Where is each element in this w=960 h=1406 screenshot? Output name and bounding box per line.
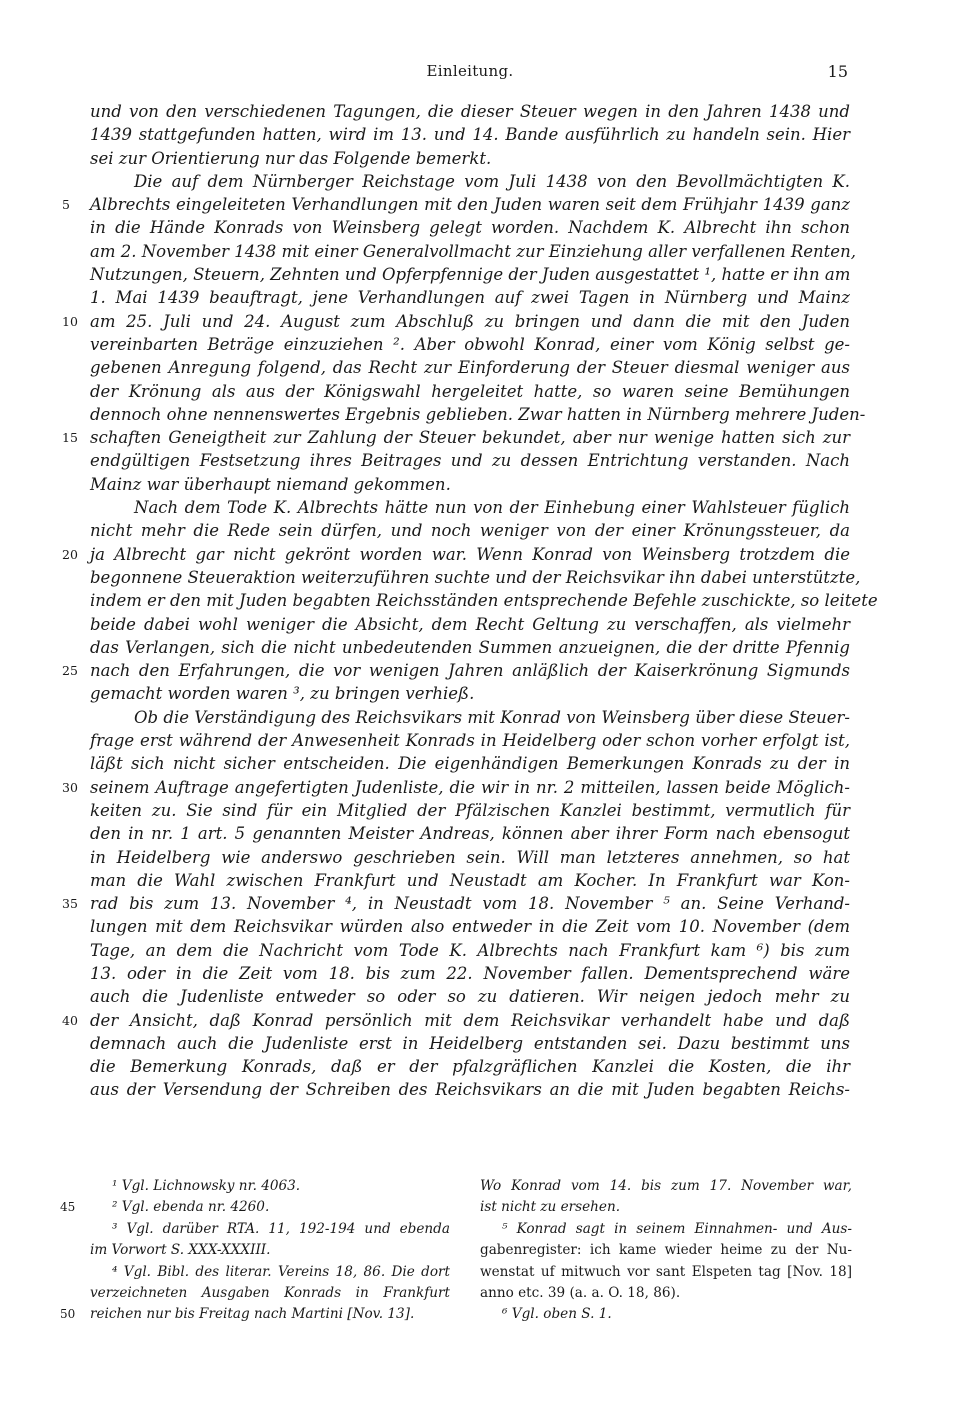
line-number: 25 [62, 663, 78, 679]
text-line [90, 449, 850, 472]
text-line [90, 170, 850, 193]
line-text: der Ansicht, daß Konrad persönlich mit dem Reichsvikar verhandelt habe und daß [90, 1010, 850, 1030]
line-number: 10 [62, 313, 78, 329]
text-line [90, 496, 850, 519]
line-text: nicht mehr die Rede sein dürfen, und noch weniger von der einer Krönungssteuer, da [90, 521, 850, 541]
text-line [90, 1032, 850, 1055]
line-text: am 25. Juli und 24. August zum Abschluß zu bringen und dann die mit den Juden [90, 311, 850, 331]
line-text: ist nicht zu ersehen. [480, 1199, 621, 1216]
line-text: Nutzungen, Steuern, Zehnten und Opferpfennige der Juden ausgestattet ¹, hatte er ihn am [90, 265, 851, 285]
text-line [90, 869, 850, 892]
line-text: in Heidelberg wie anderswo geschrieben sein. Will man letzteres annehmen, so hat [90, 847, 850, 867]
line-text: gemacht worden waren ³, zu bringen verhieß. [90, 684, 475, 704]
line-number: 30 [62, 779, 78, 795]
line-text: 13. oder in die Zeit vom 18. bis zum 22. November fallen. Dementsprechend wäre [90, 963, 850, 983]
line-text: und von den verschiedenen Tagungen, die dieser Steuer wegen in den Jahren 1438 und [90, 102, 850, 121]
body-text [62, 100, 878, 1102]
text-line [90, 589, 878, 612]
text-line [90, 473, 850, 496]
text-line [62, 193, 850, 216]
text-line [90, 962, 850, 985]
text-line [90, 240, 856, 263]
line-text: man die Wahl zwischen Frankfurt und Neustadt am Kocher. In Frankfurt war Kon- [90, 870, 850, 890]
text-line [90, 123, 850, 146]
text-line [90, 100, 850, 123]
footnote-line [90, 1176, 450, 1197]
line-text: am 2. November 1438 mit einer Generalvollmacht zur Einziehung aller verfallenen Renten, [90, 241, 856, 261]
line-text: ² Vgl. ebenda nr. 4260. [112, 1199, 270, 1216]
footnote-line [90, 1283, 450, 1304]
line-text: ⁴ Vgl. Bibl. des literar. Vereins 18, 86. Die dort [112, 1263, 450, 1280]
text-line [90, 380, 850, 403]
line-text: verzeichneten Ausgaben Konrads in Frankfurt [90, 1284, 450, 1301]
text-line [90, 147, 850, 170]
line-text: dennoch ohne nennenswertes Ergebnis geblieben. Zwar hatten in Nürnberg mehrere Juden- [90, 404, 866, 424]
text-line [90, 356, 850, 379]
line-text: der Krönung als aus der Königswahl hergeleitet hatte, so waren seine Bemühungen [90, 381, 850, 401]
text-line [62, 892, 850, 915]
line-text: im Vorwort S. XXX-XXXIII. [90, 1242, 271, 1259]
footnotes-left-column [60, 1176, 450, 1326]
text-line [90, 799, 850, 822]
footnote-line [480, 1176, 852, 1197]
line-text: Mainz war überhaupt niemand gekommen. [90, 474, 451, 494]
line-text: nach den Erfahrungen, die vor wenigen Jahren anläßlich der Kaiserkrönung Sigmunds [90, 661, 850, 681]
text-line [62, 1009, 850, 1032]
line-text: aus der Versendung der Schreiben des Reichsvikars an die mit Juden begabten Reichs- [90, 1080, 850, 1100]
running-head [90, 62, 850, 86]
footnote-line [90, 1219, 450, 1240]
text-line [90, 706, 850, 729]
line-text: demnach auch die Judenliste erst in Heidelberg entstanden sei. Dazu bestimmt uns [90, 1033, 850, 1053]
footnote-line [480, 1304, 852, 1325]
line-text: Albrechts eingeleiteten Verhandlungen mit den Juden waren seit dem Frühjahr 1439 ganz [90, 195, 850, 215]
line-text: Tage, an dem die Nachricht vom Tode K. Albrechts nach Frankfurt kam ⁶) bis zum [90, 940, 850, 960]
text-line [90, 1078, 850, 1101]
footnote-line [90, 1262, 450, 1283]
line-text: ³ Vgl. darüber RTA. 11, 192-194 und ebenda [112, 1220, 450, 1237]
line-text: ⁶ Vgl. oben S. 1. [502, 1306, 612, 1323]
text-line [62, 543, 850, 566]
line-text: sei zur Orientierung nur das Folgende bemerkt. [90, 148, 492, 168]
text-line [90, 985, 850, 1008]
line-text: beide dabei wohl weniger die Absicht, dem Recht Geltung zu verschaffen, als vielmehr [90, 614, 850, 634]
text-line [90, 636, 850, 659]
line-text: ⁵ Konrad sagt in seinem Einnahmen- und Aus- [502, 1220, 852, 1237]
text-line [90, 682, 850, 705]
line-text: die Bemerkung Konrads, daß er der pfalzgräflichen Kanzlei die Kosten, die ihr [90, 1057, 850, 1077]
text-line [90, 519, 850, 542]
line-text: reichen nur bis Freitag nach Martini [Nov. 13]. [90, 1306, 415, 1323]
footnote-line [480, 1219, 852, 1240]
text-line [90, 939, 850, 962]
text-line [90, 286, 850, 309]
footnote-line [60, 1197, 450, 1218]
footnote-line [60, 1304, 450, 1325]
line-text: 1. Mai 1439 beauftragt, jene Verhandlungen auf zwei Tagen in Nürnberg und Mainz [90, 288, 850, 308]
text-line [90, 915, 850, 938]
line-text: den in nr. 1 art. 5 genannten Meister Andreas, können aber ihrer Form nach ebensogut [90, 824, 850, 844]
text-line [90, 263, 850, 286]
footnotes-right-column [480, 1176, 852, 1326]
text-line [90, 846, 850, 869]
line-text: anno etc. 39 (a. a. O. 18, 86). [480, 1284, 681, 1301]
text-line [90, 566, 861, 589]
text-line [62, 310, 850, 333]
line-text: keiten zu. Sie sind für ein Mitglied der Pfälzischen Kanzlei bestimmt, vermutlich für [90, 800, 850, 820]
line-number: 45 [60, 1200, 76, 1215]
line-text: Ob die Verständigung des Reichsvikars mit Konrad von Weinsberg über diese Steuer- [134, 707, 850, 727]
line-number: 5 [62, 197, 70, 213]
line-number: 50 [60, 1307, 76, 1322]
text-line [62, 426, 850, 449]
text-line [62, 776, 850, 799]
line-text: ja Albrecht gar nicht gekrönt worden war. Wenn Konrad von Weinsberg trotzdem die [90, 544, 850, 564]
line-text: endgültigen Festsetzung ihres Beitrages und zu dessen Entrichtung verstanden. Nach [90, 451, 850, 471]
line-text: indem er den mit Juden begabten Reichsständen entsprechende Befehle zuschickte, so leitete [90, 591, 878, 611]
line-number: 40 [62, 1012, 78, 1028]
line-text: rad bis zum 13. November ⁴, in Neustadt vom 18. November ⁵ an. Seine Verhand- [90, 894, 850, 914]
text-line [90, 822, 850, 845]
line-text: begonnene Steueraktion weiterzuführen suchte und der Reichsvikar ihn dabei unterstützte, [90, 567, 861, 587]
line-text: auch die Judenliste entweder so oder so zu datieren. Wir neigen jedoch mehr zu [90, 987, 850, 1007]
text-line [90, 216, 850, 239]
line-text: 1439 stattgefunden hatten, wird im 13. und 14. Bande ausführlich zu handeln sein. Hier [90, 125, 850, 145]
footnote-line [480, 1240, 852, 1261]
text-line [90, 403, 866, 426]
line-text: in die Hände Konrads von Weinsberg gelegt worden. Nachdem K. Albrecht ihn schon [90, 218, 850, 238]
line-text: gebenen Anregung folgend, das Recht zur Einforderung der Steuer diesmal weniger aus [90, 358, 850, 378]
footnote-line [90, 1240, 450, 1261]
line-text: lungen mit dem Reichsvikar würden also entweder in die Zeit vom 10. November (dem [90, 917, 850, 937]
text-line [62, 659, 850, 682]
text-line [90, 333, 850, 356]
text-line [90, 729, 850, 752]
line-text: schaften Geneigtheit zur Zahlung der Steuer bekundet, aber nur wenige hatten sich zur [90, 428, 850, 448]
line-text: wenstat uf mitwuch vor sant Elspeten tag [Nov. 18] [480, 1263, 852, 1280]
text-line [90, 1055, 850, 1078]
line-number: 35 [62, 896, 78, 912]
line-number: 15 [62, 430, 78, 446]
line-text: das Verlangen, sich die nicht unbedeutenden Summen anzueignen, die der dritte Pfennig [90, 637, 850, 657]
page-number: 15 [827, 62, 848, 81]
line-text: vereinbarten Beträge einzuziehen ². Aber obwohl Konrad, einer vom König selbst ge- [90, 334, 850, 354]
text-line [90, 613, 850, 636]
line-text: frage erst während der Anwesenheit Konrads in Heidelberg oder schon vorher erfolgt ist, [90, 731, 850, 751]
footnote-line [480, 1283, 852, 1304]
footnote-line [480, 1197, 852, 1218]
footnote-line [480, 1262, 852, 1283]
line-text: seinem Auftrage angefertigten Judenliste, die wir in nr. 2 mitteilen, lassen beide Möglich- [90, 777, 850, 797]
running-head-title: Einleitung. [426, 62, 514, 80]
line-text: Nach dem Tode K. Albrechts hätte nun von der Einhebung einer Wahlsteuer füglich [134, 498, 850, 518]
line-text: ¹ Vgl. Lichnowsky nr. 4063. [112, 1178, 301, 1194]
line-text: Die auf dem Nürnberger Reichstage vom Juli 1438 von den Bevollmächtigten K. [134, 171, 850, 191]
line-text: läßt sich nicht sicher entscheiden. Die eigenhändigen Bemerkungen Konrads zu der in [90, 754, 850, 774]
line-text: Wo Konrad vom 14. bis zum 17. November war, [480, 1178, 852, 1194]
line-number: 20 [62, 546, 78, 562]
text-line [90, 752, 850, 775]
line-text: gabenregister: ich kame wieder heime zu der Nu- [480, 1242, 852, 1259]
